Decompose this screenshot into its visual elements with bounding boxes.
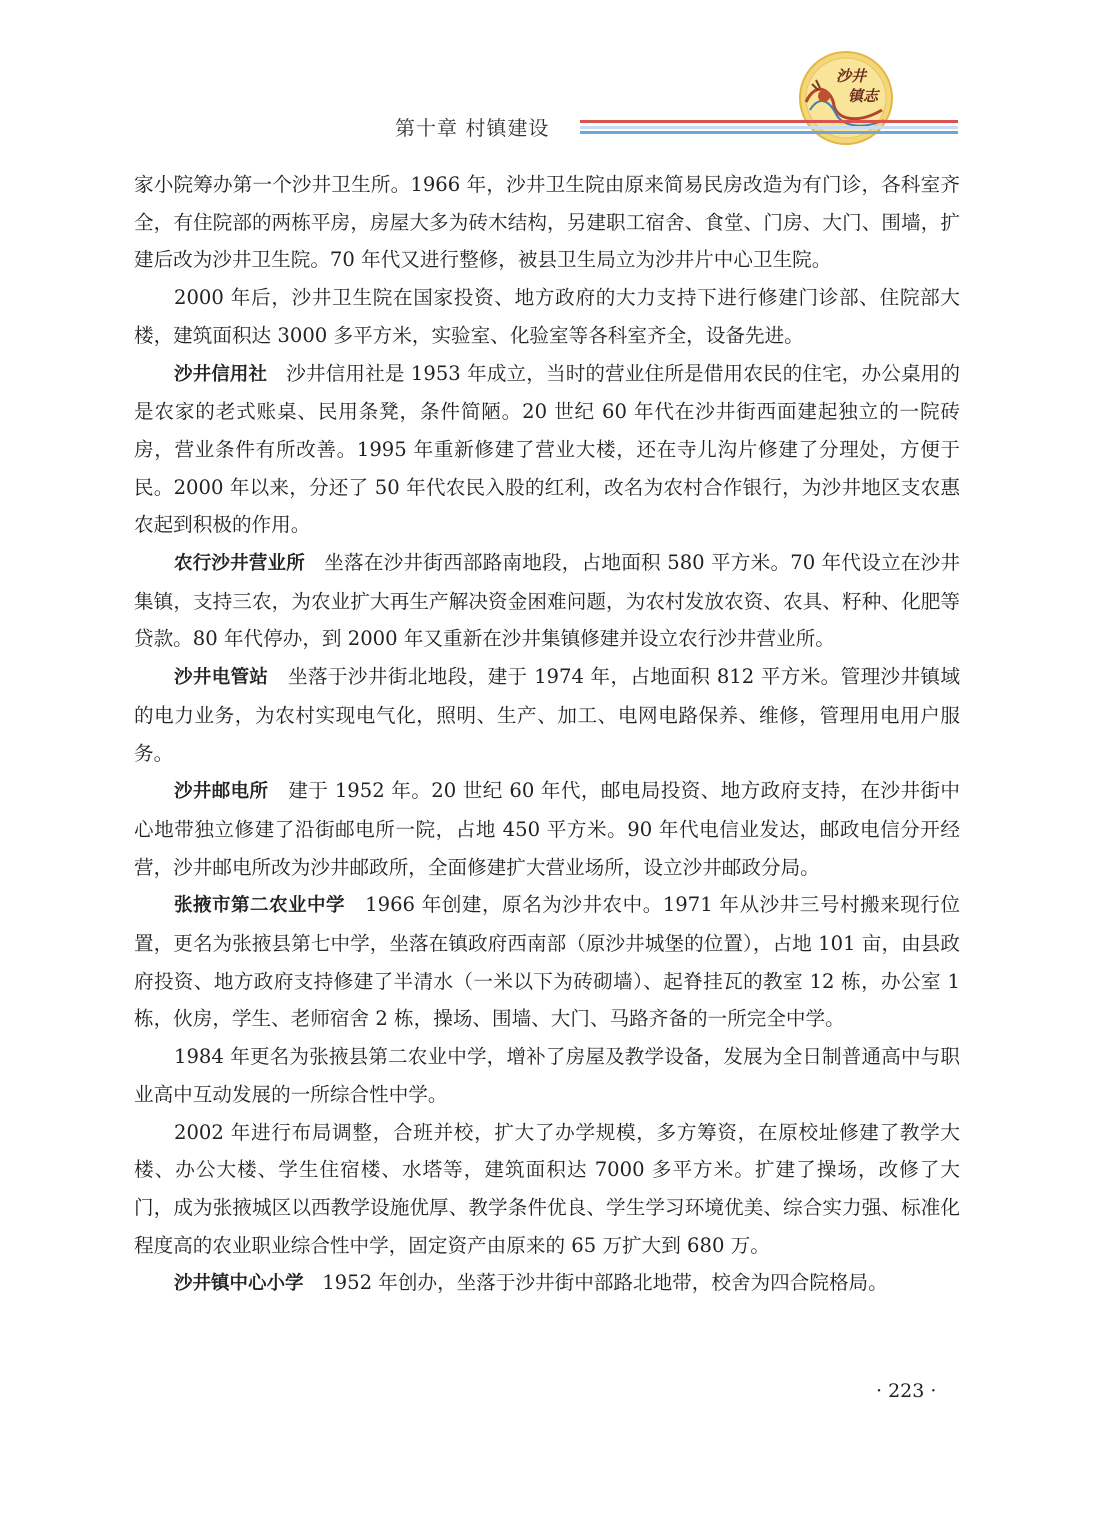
page-number: · 223 · — [876, 1380, 937, 1402]
paragraph — [134, 279, 960, 354]
paragraph-text: 沙井信用社是 1953 年成立，当时的营业住所是借用农民的住宅，办公桌用的是农家的老式账桌、民用条凳，条件简陋。20 世纪 60 年代在沙井街西面建起独立的一院砖房，营业条件有所改善。1995 年重新修建了营业大楼，还在寺儿沟片修建了分理处，方便于民。2000 年以来，分还了 50 年代农民入股的红利，改名为农村合作银行，为沙井地区支农惠农起到积极的作用。 — [134, 361, 960, 537]
section-heading: 张掖市第二农业中学 — [174, 895, 345, 917]
chapter-title: 第十章 村镇建设 — [395, 116, 550, 140]
paragraph — [134, 355, 960, 545]
paragraph — [134, 544, 960, 658]
section-heading: 农行沙井营业所 — [174, 553, 305, 575]
paragraph-text: 2000 年后，沙井卫生院在国家投资、地方政府的大力支持下进行修建门诊部、住院部大楼，建筑面积达 3000 多平方米，实验室、化验室等各科室齐全，设备先进。 — [134, 286, 960, 347]
paragraph — [134, 772, 960, 886]
logo-text — [836, 66, 886, 106]
paragraph — [134, 1114, 960, 1265]
section-heading: 沙井信用社 — [174, 363, 268, 385]
paragraph — [134, 886, 960, 1038]
paragraph — [134, 658, 960, 772]
paragraph-text: 坐落于沙井街北地段，建于 1974 年，占地面积 812 平方米。管理沙井镇域的电力业务，为农村实现电气化，照明、生产、加工、电网电路保养、维修，管理用电用户服务。 — [134, 665, 960, 765]
paragraph-text: 坐落在沙井街西部路南地段，占地面积 580 平方米。70 年代设立在沙井集镇，支持三农，为农业扩大再生产解决资金困难问题，为农村发放农资、农具、籽种、化肥等贷款。80 年代停办，到 2000 年又重新在沙井集镇修建并设立农行沙井营业所。 — [134, 551, 960, 651]
section-heading: 沙井邮电所 — [174, 781, 269, 803]
paragraph-text: 家小院筹办第一个沙井卫生所。1966 年，沙井卫生院由原来简易民房改造为有门诊，各科室齐全，有住院部的两栋平房，房屋大多为砖木结构，另建职工宿舍、食堂、门房、大门、围墙，扩建后改为沙井卫生院。70 年代又进行整修，被县卫生局立为沙井片中心卫生院。 — [134, 173, 960, 272]
header-rule-red — [580, 120, 958, 123]
paragraph-text: 1984 年更名为张掖县第二农业中学，增补了房屋及教学设备，发展为全日制普通高中与职业高中互动发展的一所综合性中学。 — [134, 1045, 960, 1106]
paragraph-text: 1966 年创建，原名为沙井农中。1971 年从沙井三号村搬来现行位置，更名为张掖县第七中学，坐落在镇政府西南部（原沙井城堡的位置），占地 101 亩，由县政府投资、地方政府支持修建了半清水（一米以下为砖砌墙）、起脊挂瓦的教室 12 栋，办公室 1 栋，伙房，学生、老师宿舍 2 栋，操场、围墙、大门、马路齐备的一所完全中学。 — [134, 893, 960, 1031]
logo-text-line1: 沙井 — [836, 67, 867, 85]
page-header — [0, 0, 1093, 150]
paragraph — [134, 1264, 960, 1303]
paragraph-text: 建于 1952 年。20 世纪 60 年代，邮电局投资、地方政府支持，在沙井街中心地带独立修建了沿街邮电所一院，占地 450 平方米。90 年代电信业发达，邮政电信分开经营，沙井邮电所改为沙井邮政所，全面修建扩大营业场所，设立沙井邮政分局。 — [134, 779, 961, 879]
body-text — [134, 166, 960, 1303]
logo-text-line2: 镇志 — [848, 87, 879, 105]
section-heading: 沙井电管站 — [174, 667, 269, 689]
header-rule-light-blue — [580, 126, 958, 129]
paragraph-text: 2002 年进行布局调整，合班并校，扩大了办学规模，多方筹资，在原校址修建了教学大楼、办公大楼、学生住宿楼、水塔等，建筑面积达 7000 多平方米。扩建了操场，改修了大门，成为张掖城区以西教学设施优厚、教学条件优良、学生学习环境优美、综合实力强、标准化程度高的农业职业综合性中学，固定资产由原来的 65 万扩大到 680 万。 — [134, 1120, 960, 1257]
section-heading: 沙井镇中心小学 — [174, 1273, 304, 1295]
paragraph — [134, 166, 960, 279]
paragraph-text: 1952 年创办，坐落于沙井街中部路北地带，校舍为四合院格局。 — [322, 1271, 888, 1295]
header-rule-blue — [580, 131, 958, 134]
paragraph — [134, 1038, 960, 1113]
